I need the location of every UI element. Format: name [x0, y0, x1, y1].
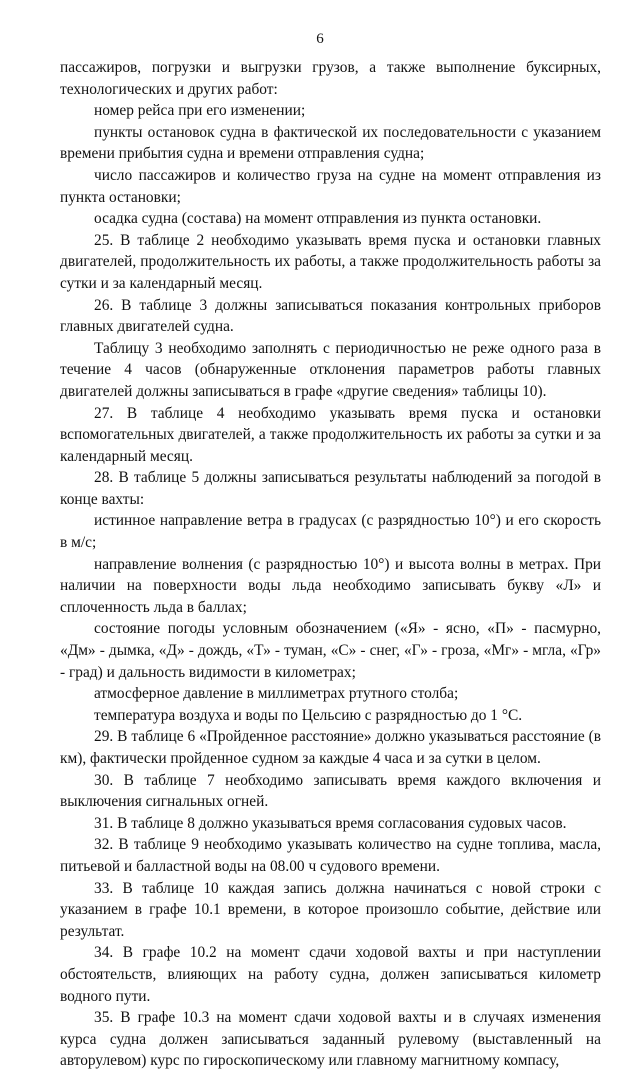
paragraph-item-25: 25. В таблице 2 необходимо указывать время пуска и остановки главных двигателей, продолжительность их работы, а также продолжительность работы за сутки и за календарный месяц.	[60, 231, 601, 292]
paragraph: атмосферное давление в миллиметрах ртутного столба;	[94, 685, 459, 703]
paragraph-item-31: 31. В таблице 8 должно указываться время согласования судовых часов.	[94, 814, 567, 832]
paragraph-item-33: 33. В таблице 10 каждая запись должна начинаться с новой строки с указанием в графе 10.1 времени, в которое произошло событие, действие или результат.	[60, 879, 601, 940]
paragraph: число пассажиров и количество груза на судне на момент отправления из пункта остановки;	[60, 166, 601, 206]
paragraph-item-29: 29. В таблице 6 «Пройденное расстояние» должно указываться расстояние (в км), фактически пройденное судном за каждые 4 часа и за сутки в целом.	[60, 728, 601, 767]
paragraph-item-26: 26. В таблице 3 должны записываться показания контрольных приборов главных двигателей судна.	[60, 296, 601, 336]
paragraph-item-32: 32. В таблице 9 необходимо указывать количество на судне топлива, масла, питьевой и балластной воды на 08.00 ч судового времени.	[60, 836, 601, 875]
paragraph: номер рейса при его изменении;	[94, 102, 306, 120]
paragraph-item-30: 30. В таблице 7 необходимо записывать время каждого включения и выключения сигнальных огней.	[60, 771, 601, 811]
paragraph: истинное направление ветра в градусах (с разрядностью 10°) и его скорость в м/с;	[60, 512, 601, 552]
body-text	[60, 57, 601, 1072]
paragraph: направление волнения (с разрядностью 10°) и высота волны в метрах. При наличии на поверхности воды льда необходимо записывать букву «Л» и сплоченность льда в баллах;	[60, 555, 601, 616]
paragraph-item-35: 35. В графе 10.3 на момент сдачи ходовой вахты и в случаях изменения курса судна должен записываться заданный рулевому (выставленный на авторулевом) курс по гироскопическому или главному магнитному компасу,	[60, 1009, 601, 1070]
paragraph: Таблицу 3 необходимо заполнять с периодичностью не реже одного раза в течение 4 часов (обнаруженные отклонения параметров работы главных двигателей должны записываться в графе «другие сведения» таблицы 10).	[60, 339, 601, 400]
paragraph-item-28: 28. В таблице 5 должны записываться результаты наблюдений за погодой в конце вахты:	[60, 469, 601, 508]
paragraph: пункты остановок судна в фактической их последовательности с указанием времени прибытия судна и времени отправления судна;	[60, 123, 601, 163]
paragraph-item-34: 34. В графе 10.2 на момент сдачи ходовой вахты и при наступлении обстоятельств, влияющих на работу судна, должен записываться километр водного пути.	[60, 944, 601, 1005]
page-number: 6	[316, 31, 324, 47]
paragraph-continuation: пассажиров, погрузки и выгрузки грузов, а также выполнение буксирных, технологических и других работ:	[60, 59, 601, 98]
paragraph: осадка судна (состава) на момент отправления из пункта остановки.	[94, 210, 542, 228]
paragraph: температура воздуха и воды по Цельсию с разрядностью до 1 °С.	[94, 706, 523, 724]
paragraph: состояние погоды условным обозначением («Я» - ясно, «П» - пасмурно, «Дм» - дымка, «Д» - дождь, «Т» - туман, «С» - снег, «Г» - гроза, «Мг» - мгла, «Гр» - град) и дальность видимости в километрах;	[60, 620, 601, 681]
paragraph-item-27: 27. В таблице 4 необходимо указывать время пуска и остановки вспомогательных двигателей, а также продолжительность их работы за сутки и за календарный месяц.	[60, 404, 601, 465]
